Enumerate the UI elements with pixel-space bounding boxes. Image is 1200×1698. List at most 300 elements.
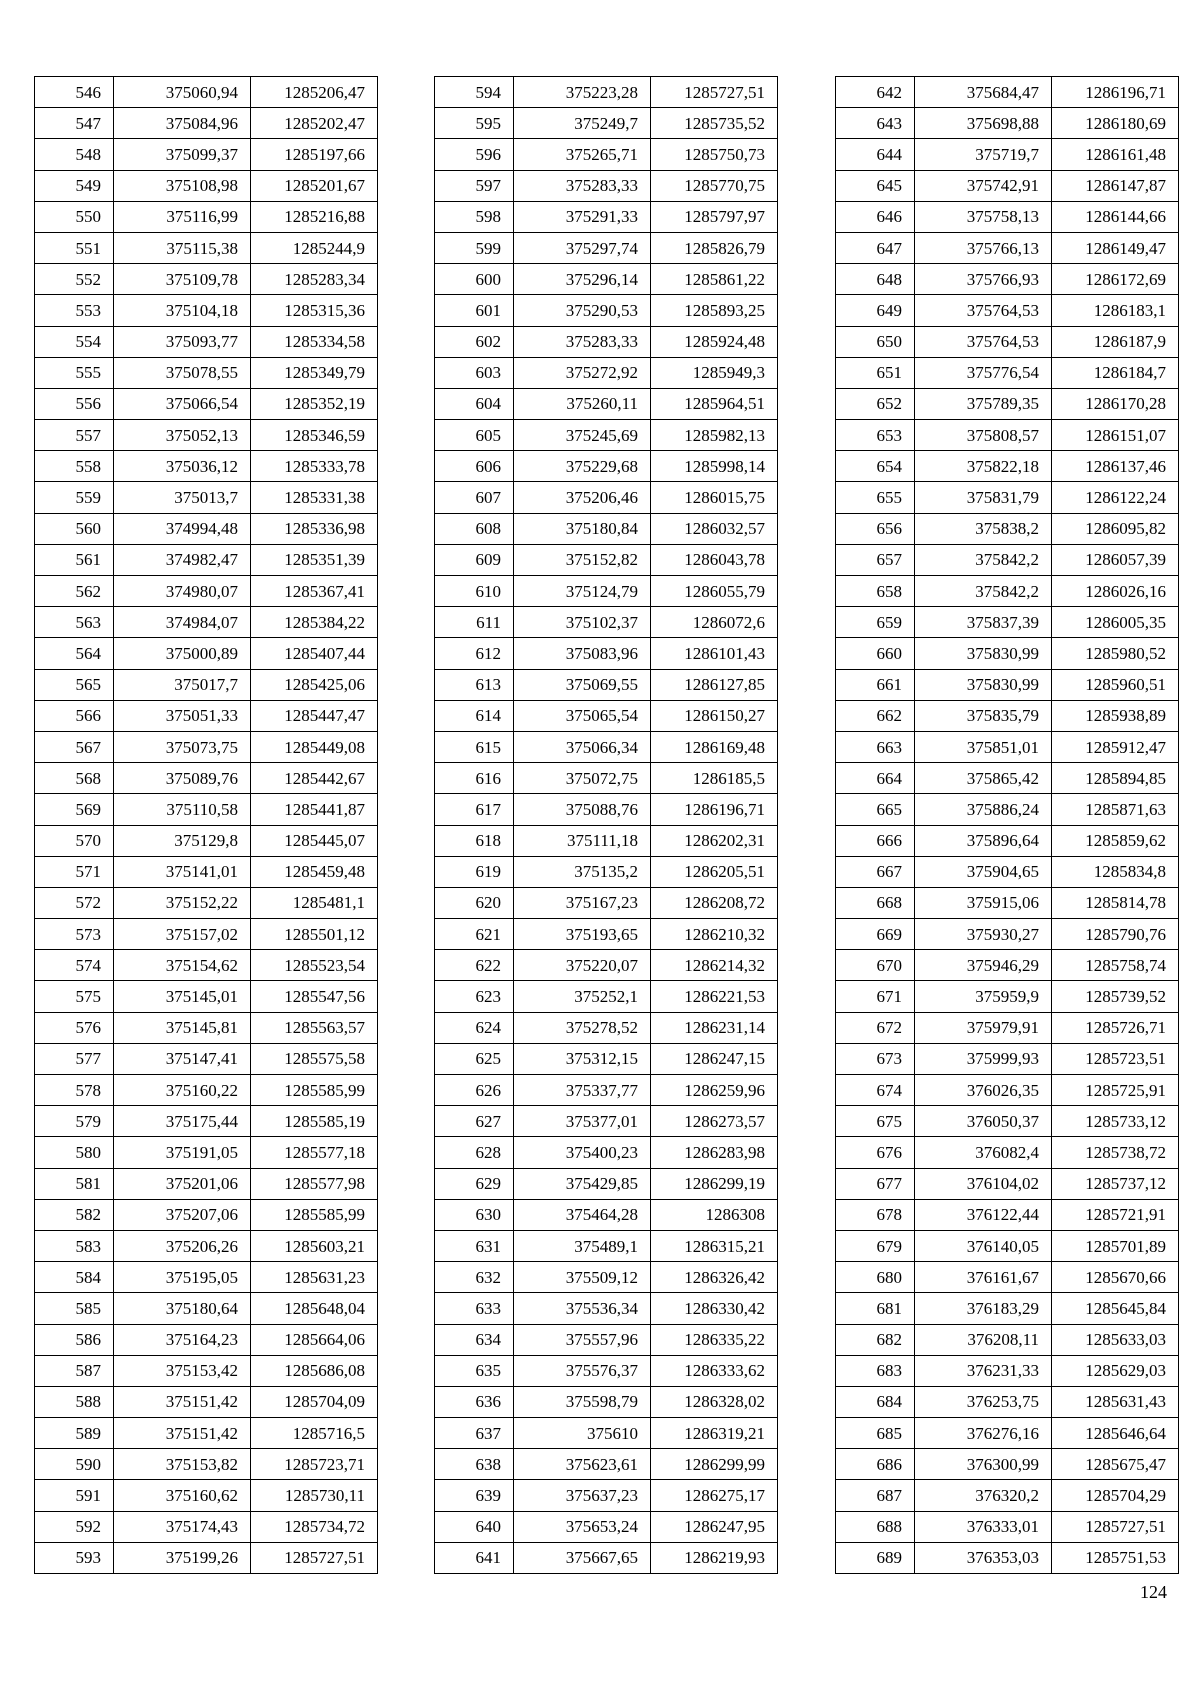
x-coordinate-cell: 375153,82: [114, 1449, 251, 1480]
table-row: [35, 856, 378, 887]
point-number-cell: 609: [435, 544, 514, 575]
y-coordinate-cell: 1286015,75: [651, 482, 778, 513]
x-coordinate-cell: 375083,96: [514, 638, 651, 669]
y-coordinate-cell: 1286150,27: [651, 700, 778, 731]
x-coordinate-cell: 375099,37: [114, 139, 251, 170]
x-coordinate-cell: 375653,24: [514, 1511, 651, 1542]
y-coordinate-cell: 1286055,79: [651, 576, 778, 607]
y-coordinate-cell: 1285449,08: [251, 731, 378, 762]
x-coordinate-cell: 375557,96: [514, 1324, 651, 1355]
x-coordinate-cell: 375598,79: [514, 1386, 651, 1417]
point-number-cell: 576: [35, 1012, 114, 1043]
x-coordinate-cell: 375160,62: [114, 1480, 251, 1511]
y-coordinate-cell: 1286026,16: [1052, 576, 1179, 607]
table-row: [836, 482, 1179, 513]
table-row: [836, 326, 1179, 357]
point-number-cell: 569: [35, 794, 114, 825]
y-coordinate-cell: 1286299,19: [651, 1168, 778, 1199]
x-coordinate-cell: 375065,54: [514, 700, 651, 731]
point-number-cell: 672: [836, 1012, 915, 1043]
table-row: [35, 950, 378, 981]
point-number-cell: 559: [35, 482, 114, 513]
table-row: [836, 576, 1179, 607]
table-row: [35, 1168, 378, 1199]
point-number-cell: 624: [435, 1012, 514, 1043]
y-coordinate-cell: 1285797,97: [651, 201, 778, 232]
table-row: [35, 1293, 378, 1324]
point-number-cell: 676: [836, 1137, 915, 1168]
point-number-cell: 659: [836, 607, 915, 638]
table-row: [435, 77, 778, 108]
table-row: [35, 170, 378, 201]
x-coordinate-cell: 375758,13: [915, 201, 1052, 232]
point-number-cell: 661: [836, 669, 915, 700]
table-row: [435, 1199, 778, 1230]
point-number-cell: 666: [836, 825, 915, 856]
y-coordinate-cell: 1286221,53: [651, 981, 778, 1012]
point-number-cell: 570: [35, 825, 114, 856]
point-number-cell: 558: [35, 451, 114, 482]
table-row: [35, 513, 378, 544]
y-coordinate-cell: 1285197,66: [251, 139, 378, 170]
point-number-cell: 685: [836, 1418, 915, 1449]
point-number-cell: 607: [435, 482, 514, 513]
table-row: [836, 1230, 1179, 1261]
table-row: [35, 1012, 378, 1043]
x-coordinate-cell: 375141,01: [114, 856, 251, 887]
table-row: [435, 1355, 778, 1386]
y-coordinate-cell: 1286169,48: [651, 731, 778, 762]
y-coordinate-cell: 1285675,47: [1052, 1449, 1179, 1480]
point-number-cell: 573: [35, 919, 114, 950]
y-coordinate-cell: 1285912,47: [1052, 731, 1179, 762]
y-coordinate-cell: 1285547,56: [251, 981, 378, 1012]
point-number-cell: 584: [35, 1262, 114, 1293]
point-number-cell: 623: [435, 981, 514, 1012]
table-row: [435, 108, 778, 139]
y-coordinate-cell: 1286137,46: [1052, 451, 1179, 482]
x-coordinate-cell: 375842,2: [915, 544, 1052, 575]
y-coordinate-cell: 1286180,69: [1052, 108, 1179, 139]
x-coordinate-cell: 375151,42: [114, 1386, 251, 1417]
y-coordinate-cell: 1286247,15: [651, 1043, 778, 1074]
point-number-cell: 613: [435, 669, 514, 700]
x-coordinate-cell: 374980,07: [114, 576, 251, 607]
table-row: [836, 108, 1179, 139]
y-coordinate-cell: 1285425,06: [251, 669, 378, 700]
table-row: [836, 139, 1179, 170]
x-coordinate-cell: 375283,33: [514, 326, 651, 357]
table-row: [35, 295, 378, 326]
table-row: [35, 357, 378, 388]
point-number-cell: 578: [35, 1075, 114, 1106]
table-row: [35, 1480, 378, 1511]
y-coordinate-cell: 1286273,57: [651, 1106, 778, 1137]
y-coordinate-cell: 1285459,48: [251, 856, 378, 887]
x-coordinate-cell: 375147,41: [114, 1043, 251, 1074]
point-number-cell: 629: [435, 1168, 514, 1199]
y-coordinate-cell: 1285206,47: [251, 77, 378, 108]
table-row: [836, 1480, 1179, 1511]
point-number-cell: 654: [836, 451, 915, 482]
x-coordinate-cell: 375623,61: [514, 1449, 651, 1480]
point-number-cell: 669: [836, 919, 915, 950]
point-number-cell: 651: [836, 357, 915, 388]
table-row: [35, 1262, 378, 1293]
table-row: [435, 794, 778, 825]
y-coordinate-cell: 1285770,75: [651, 170, 778, 201]
table-row: [435, 1480, 778, 1511]
table-row: [435, 1262, 778, 1293]
table-row: [836, 1199, 1179, 1230]
x-coordinate-cell: 375073,75: [114, 731, 251, 762]
table-row: [435, 1542, 778, 1573]
table-row: [836, 1542, 1179, 1573]
x-coordinate-cell: 375089,76: [114, 763, 251, 794]
table-row: [836, 77, 1179, 108]
table-row: [435, 1106, 778, 1137]
table-row: [35, 544, 378, 575]
x-coordinate-cell: 375808,57: [915, 420, 1052, 451]
x-coordinate-cell: 375154,62: [114, 950, 251, 981]
x-coordinate-cell: 375930,27: [915, 919, 1052, 950]
point-number-cell: 650: [836, 326, 915, 357]
point-number-cell: 630: [435, 1199, 514, 1230]
table-row: [435, 170, 778, 201]
point-number-cell: 593: [35, 1542, 114, 1573]
x-coordinate-cell: 375291,33: [514, 201, 651, 232]
x-coordinate-cell: 375830,99: [915, 638, 1052, 669]
point-number-cell: 574: [35, 950, 114, 981]
x-coordinate-cell: 376276,16: [915, 1418, 1052, 1449]
point-number-cell: 579: [35, 1106, 114, 1137]
y-coordinate-cell: 1285727,51: [251, 1542, 378, 1573]
point-number-cell: 646: [836, 201, 915, 232]
table-row: [836, 1106, 1179, 1137]
point-number-cell: 550: [35, 201, 114, 232]
x-coordinate-cell: 375066,34: [514, 731, 651, 762]
point-number-cell: 606: [435, 451, 514, 482]
table-row: [836, 1043, 1179, 1074]
x-coordinate-cell: 375536,34: [514, 1293, 651, 1324]
point-number-cell: 581: [35, 1168, 114, 1199]
table-row: [836, 1262, 1179, 1293]
y-coordinate-cell: 1285721,91: [1052, 1199, 1179, 1230]
point-number-cell: 683: [836, 1355, 915, 1386]
x-coordinate-cell: 375116,99: [114, 201, 251, 232]
x-coordinate-cell: 375102,37: [514, 607, 651, 638]
x-coordinate-cell: 375093,77: [114, 326, 251, 357]
point-number-cell: 628: [435, 1137, 514, 1168]
table-row: [435, 1293, 778, 1324]
point-number-cell: 660: [836, 638, 915, 669]
y-coordinate-cell: 1286326,42: [651, 1262, 778, 1293]
table-row: [35, 887, 378, 918]
x-coordinate-cell: 375000,89: [114, 638, 251, 669]
point-number-cell: 635: [435, 1355, 514, 1386]
table-row: [435, 700, 778, 731]
x-coordinate-cell: 375145,81: [114, 1012, 251, 1043]
y-coordinate-cell: 1285814,78: [1052, 887, 1179, 918]
point-number-cell: 598: [435, 201, 514, 232]
table-row: [435, 669, 778, 700]
y-coordinate-cell: 1285633,03: [1052, 1324, 1179, 1355]
point-number-cell: 585: [35, 1293, 114, 1324]
point-number-cell: 567: [35, 731, 114, 762]
y-coordinate-cell: 1286299,99: [651, 1449, 778, 1480]
table-row: [35, 264, 378, 295]
table-row: [435, 1137, 778, 1168]
point-number-cell: 639: [435, 1480, 514, 1511]
y-coordinate-cell: 1285629,03: [1052, 1355, 1179, 1386]
point-number-cell: 589: [35, 1418, 114, 1449]
table-row: [435, 1230, 778, 1261]
point-number-cell: 641: [435, 1542, 514, 1573]
y-coordinate-cell: 1286005,35: [1052, 607, 1179, 638]
point-number-cell: 617: [435, 794, 514, 825]
x-coordinate-cell: 375252,1: [514, 981, 651, 1012]
x-coordinate-cell: 375610: [514, 1418, 651, 1449]
point-number-cell: 604: [435, 388, 514, 419]
point-number-cell: 583: [35, 1230, 114, 1261]
x-coordinate-cell: 375108,98: [114, 170, 251, 201]
table-row: [836, 1511, 1179, 1542]
table-row: [435, 482, 778, 513]
y-coordinate-cell: 1285501,12: [251, 919, 378, 950]
x-coordinate-cell: 376183,29: [915, 1293, 1052, 1324]
y-coordinate-cell: 1286214,32: [651, 950, 778, 981]
x-coordinate-cell: 375698,88: [915, 108, 1052, 139]
y-coordinate-cell: 1285349,79: [251, 357, 378, 388]
point-number-cell: 670: [836, 950, 915, 981]
table-row: [35, 919, 378, 950]
x-coordinate-cell: 375175,44: [114, 1106, 251, 1137]
y-coordinate-cell: 1285481,1: [251, 887, 378, 918]
y-coordinate-cell: 1285645,84: [1052, 1293, 1179, 1324]
y-coordinate-cell: 1285727,51: [651, 77, 778, 108]
x-coordinate-cell: 375052,13: [114, 420, 251, 451]
x-coordinate-cell: 374982,47: [114, 544, 251, 575]
point-number-cell: 582: [35, 1199, 114, 1230]
table-row: [836, 451, 1179, 482]
point-number-cell: 588: [35, 1386, 114, 1417]
point-number-cell: 686: [836, 1449, 915, 1480]
x-coordinate-cell: 376026,35: [915, 1075, 1052, 1106]
x-coordinate-cell: 375151,42: [114, 1418, 251, 1449]
table-row: [35, 1137, 378, 1168]
point-number-cell: 555: [35, 357, 114, 388]
table-row: [435, 451, 778, 482]
x-coordinate-cell: 375174,43: [114, 1511, 251, 1542]
y-coordinate-cell: 1286161,48: [1052, 139, 1179, 170]
x-coordinate-cell: 376050,37: [915, 1106, 1052, 1137]
table-row: [435, 856, 778, 887]
x-coordinate-cell: 375072,75: [514, 763, 651, 794]
y-coordinate-cell: 1285336,98: [251, 513, 378, 544]
y-coordinate-cell: 1285938,89: [1052, 700, 1179, 731]
x-coordinate-cell: 375164,23: [114, 1324, 251, 1355]
x-coordinate-cell: 375206,26: [114, 1230, 251, 1261]
x-coordinate-cell: 375766,13: [915, 232, 1052, 263]
y-coordinate-cell: 1285738,72: [1052, 1137, 1179, 1168]
point-number-cell: 600: [435, 264, 514, 295]
x-coordinate-cell: 375066,54: [114, 388, 251, 419]
table-row: [836, 1293, 1179, 1324]
table-row: [836, 763, 1179, 794]
y-coordinate-cell: 1286183,1: [1052, 295, 1179, 326]
x-coordinate-cell: 375667,65: [514, 1542, 651, 1573]
x-coordinate-cell: 375999,93: [915, 1043, 1052, 1074]
point-number-cell: 618: [435, 825, 514, 856]
table-row: [35, 576, 378, 607]
x-coordinate-cell: 375104,18: [114, 295, 251, 326]
x-coordinate-cell: 375719,7: [915, 139, 1052, 170]
point-number-cell: 591: [35, 1480, 114, 1511]
point-number-cell: 619: [435, 856, 514, 887]
x-coordinate-cell: 375837,39: [915, 607, 1052, 638]
table-row: [35, 1511, 378, 1542]
x-coordinate-cell: 375111,18: [514, 825, 651, 856]
table-row: [435, 1386, 778, 1417]
x-coordinate-cell: 375489,1: [514, 1230, 651, 1261]
x-coordinate-cell: 375180,84: [514, 513, 651, 544]
page-number: 124: [1140, 1582, 1167, 1602]
y-coordinate-cell: 1285445,07: [251, 825, 378, 856]
table-row: [435, 919, 778, 950]
x-coordinate-cell: 375078,55: [114, 357, 251, 388]
y-coordinate-cell: 1286205,51: [651, 856, 778, 887]
point-number-cell: 627: [435, 1106, 514, 1137]
y-coordinate-cell: 1286172,69: [1052, 264, 1179, 295]
y-coordinate-cell: 1285750,73: [651, 139, 778, 170]
table-row: [35, 1106, 378, 1137]
x-coordinate-cell: 375429,85: [514, 1168, 651, 1199]
point-number-cell: 645: [836, 170, 915, 201]
point-number-cell: 549: [35, 170, 114, 201]
x-coordinate-cell: 375851,01: [915, 731, 1052, 762]
y-coordinate-cell: 1286231,14: [651, 1012, 778, 1043]
y-coordinate-cell: 1285727,51: [1052, 1511, 1179, 1542]
y-coordinate-cell: 1285331,38: [251, 482, 378, 513]
table-row: [435, 1324, 778, 1355]
x-coordinate-cell: 375835,79: [915, 700, 1052, 731]
y-coordinate-cell: 1285723,51: [1052, 1043, 1179, 1074]
x-coordinate-cell: 375036,12: [114, 451, 251, 482]
x-coordinate-cell: 374984,07: [114, 607, 251, 638]
y-coordinate-cell: 1285441,87: [251, 794, 378, 825]
y-coordinate-cell: 1286184,7: [1052, 357, 1179, 388]
y-coordinate-cell: 1285442,67: [251, 763, 378, 794]
point-number-cell: 608: [435, 513, 514, 544]
point-number-cell: 647: [836, 232, 915, 263]
y-coordinate-cell: 1286057,39: [1052, 544, 1179, 575]
x-coordinate-cell: 375124,79: [514, 576, 651, 607]
x-coordinate-cell: 376253,75: [915, 1386, 1052, 1417]
y-coordinate-cell: 1286259,96: [651, 1075, 778, 1106]
x-coordinate-cell: 375764,53: [915, 326, 1052, 357]
y-coordinate-cell: 1286315,21: [651, 1230, 778, 1261]
y-coordinate-cell: 1285871,63: [1052, 794, 1179, 825]
table-row: [35, 1386, 378, 1417]
x-coordinate-cell: 375337,77: [514, 1075, 651, 1106]
point-number-cell: 551: [35, 232, 114, 263]
x-coordinate-cell: 375896,64: [915, 825, 1052, 856]
y-coordinate-cell: 1285407,44: [251, 638, 378, 669]
table-row: [836, 794, 1179, 825]
table-row: [435, 638, 778, 669]
point-number-cell: 568: [35, 763, 114, 794]
point-number-cell: 643: [836, 108, 915, 139]
point-number-cell: 620: [435, 887, 514, 918]
y-coordinate-cell: 1285790,76: [1052, 919, 1179, 950]
table-row: [435, 326, 778, 357]
x-coordinate-cell: 375199,26: [114, 1542, 251, 1573]
x-coordinate-cell: 376208,11: [915, 1324, 1052, 1355]
point-number-cell: 662: [836, 700, 915, 731]
y-coordinate-cell: 1286127,85: [651, 669, 778, 700]
table-row: [435, 295, 778, 326]
point-number-cell: 565: [35, 669, 114, 700]
x-coordinate-cell: 375789,35: [915, 388, 1052, 419]
table-row: [836, 295, 1179, 326]
y-coordinate-cell: 1286122,24: [1052, 482, 1179, 513]
x-coordinate-cell: 375764,53: [915, 295, 1052, 326]
x-coordinate-cell: 375017,7: [114, 669, 251, 700]
table-row: [435, 1043, 778, 1074]
point-number-cell: 642: [836, 77, 915, 108]
table-row: [435, 1075, 778, 1106]
y-coordinate-cell: 1285346,59: [251, 420, 378, 451]
point-number-cell: 552: [35, 264, 114, 295]
y-coordinate-cell: 1286147,87: [1052, 170, 1179, 201]
y-coordinate-cell: 1285894,85: [1052, 763, 1179, 794]
table-row: [435, 139, 778, 170]
table-row: [836, 607, 1179, 638]
y-coordinate-cell: 1285739,52: [1052, 981, 1179, 1012]
x-coordinate-cell: 375278,52: [514, 1012, 651, 1043]
y-coordinate-cell: 1285737,12: [1052, 1168, 1179, 1199]
x-coordinate-cell: 375223,28: [514, 77, 651, 108]
x-coordinate-cell: 375822,18: [915, 451, 1052, 482]
point-number-cell: 652: [836, 388, 915, 419]
x-coordinate-cell: 375464,28: [514, 1199, 651, 1230]
table-row: [836, 1418, 1179, 1449]
point-number-cell: 634: [435, 1324, 514, 1355]
y-coordinate-cell: 1285585,19: [251, 1106, 378, 1137]
table-row: [836, 201, 1179, 232]
x-coordinate-cell: 375979,91: [915, 1012, 1052, 1043]
point-number-cell: 592: [35, 1511, 114, 1542]
point-number-cell: 599: [435, 232, 514, 263]
y-coordinate-cell: 1286185,5: [651, 763, 778, 794]
table-row: [836, 638, 1179, 669]
y-coordinate-cell: 1286196,71: [1052, 77, 1179, 108]
y-coordinate-cell: 1285352,19: [251, 388, 378, 419]
table-row: [35, 700, 378, 731]
point-number-cell: 603: [435, 357, 514, 388]
table-row: [35, 1418, 378, 1449]
point-number-cell: 595: [435, 108, 514, 139]
x-coordinate-cell: 375135,2: [514, 856, 651, 887]
y-coordinate-cell: 1285725,91: [1052, 1075, 1179, 1106]
point-number-cell: 546: [35, 77, 114, 108]
x-coordinate-cell: 375195,05: [114, 1262, 251, 1293]
x-coordinate-cell: 375201,06: [114, 1168, 251, 1199]
y-coordinate-cell: 1285351,39: [251, 544, 378, 575]
x-coordinate-cell: 375959,9: [915, 981, 1052, 1012]
table-row: [435, 420, 778, 451]
table-row: [836, 232, 1179, 263]
